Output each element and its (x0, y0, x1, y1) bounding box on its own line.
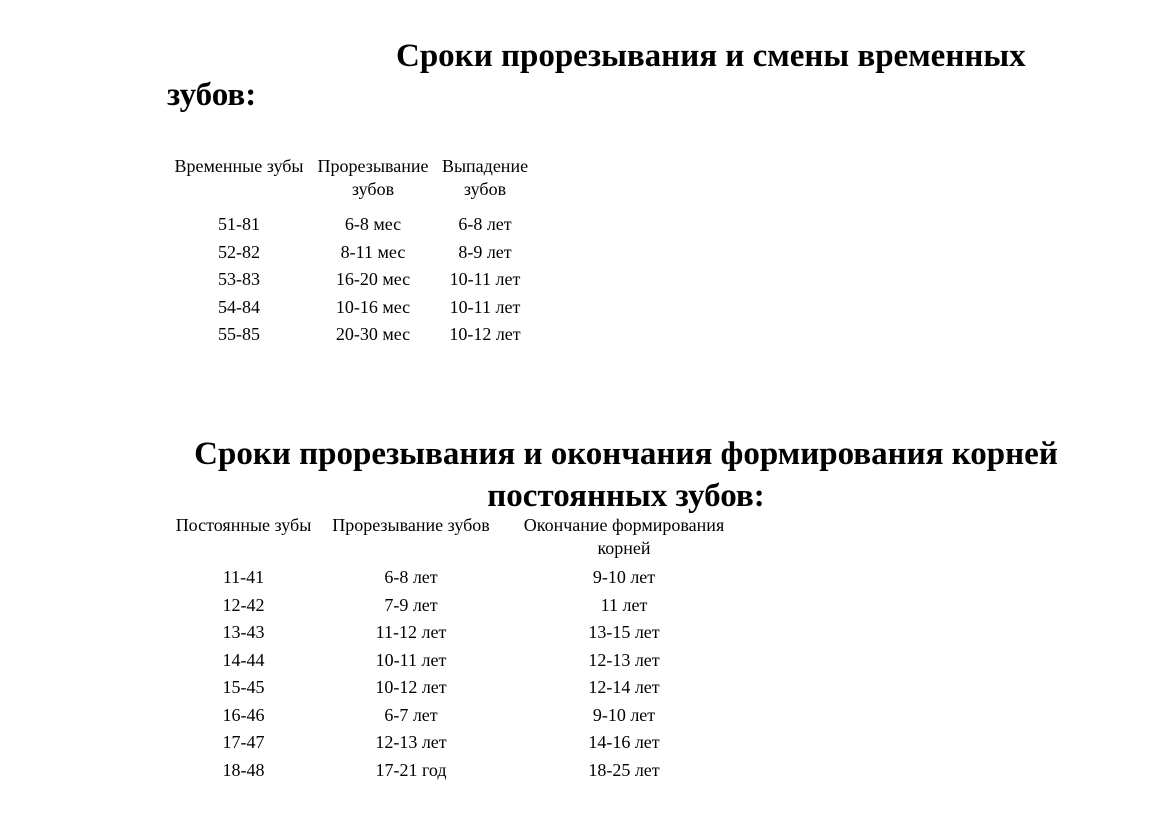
table-row (167, 647, 746, 675)
table-row (167, 674, 746, 702)
table-row (167, 294, 535, 322)
cell-root-formation: 9-10 лет (592, 704, 656, 725)
header-loss: Выпадение зубов (441, 156, 529, 199)
table-row (167, 619, 746, 647)
cell-root-formation: 11 лет (600, 594, 648, 615)
permanent-teeth-rows (167, 564, 746, 784)
cell-eruption: 8-11 мес (340, 241, 406, 262)
table-row (167, 321, 535, 349)
cell-teeth: 18-48 (222, 759, 265, 780)
cell-loss: 10-11 лет (449, 296, 521, 317)
cell-eruption: 11-12 лет (375, 622, 447, 643)
cell-teeth: 17-47 (222, 732, 265, 753)
cell-teeth: 14-44 (222, 649, 265, 670)
cell-eruption: 10-12 лет (375, 677, 447, 698)
cell-eruption: 10-11 лет (375, 649, 447, 670)
cell-root-formation: 14-16 лет (588, 732, 660, 753)
table-row (167, 211, 535, 239)
section1-title-line2: зубов: (167, 77, 257, 113)
cell-eruption: 12-13 лет (375, 732, 447, 753)
cell-eruption: 6-8 лет (384, 567, 438, 588)
cell-root-formation: 12-13 лет (588, 649, 660, 670)
cell-eruption: 16-20 мес (335, 269, 411, 290)
cell-root-formation: 13-15 лет (588, 622, 660, 643)
cell-eruption: 6-7 лет (384, 704, 438, 725)
table-row (167, 266, 535, 294)
temporary-teeth-table (167, 155, 535, 349)
cell-loss: 10-11 лет (449, 269, 521, 290)
cell-loss: 10-12 лет (449, 324, 521, 345)
cell-loss: 8-9 лет (458, 241, 512, 262)
cell-teeth: 54-84 (218, 296, 260, 317)
cell-loss: 6-8 лет (458, 214, 512, 235)
cell-teeth: 53-83 (218, 269, 260, 290)
cell-root-formation: 12-14 лет (588, 677, 660, 698)
cell-root-formation: 18-25 лет (588, 759, 660, 780)
table-row (167, 564, 746, 592)
cell-teeth: 52-82 (218, 241, 260, 262)
temporary-teeth-rows (167, 211, 535, 349)
cell-eruption: 10-16 мес (335, 296, 411, 317)
cell-eruption: 20-30 мес (335, 324, 411, 345)
cell-root-formation: 9-10 лет (592, 567, 656, 588)
table-row (167, 239, 535, 267)
header-temporary-teeth: Временные зубы (174, 156, 304, 176)
cell-teeth: 11-41 (222, 567, 265, 588)
cell-teeth: 55-85 (218, 324, 260, 345)
table-row (167, 729, 746, 757)
header-eruption: Прорезывание зубов (317, 156, 429, 199)
cell-eruption: 6-8 мес (344, 214, 402, 235)
table-header-row (167, 514, 746, 564)
cell-eruption: 7-9 лет (384, 594, 438, 615)
table-header-row (167, 155, 535, 211)
table-row (167, 592, 746, 620)
table-row (167, 702, 746, 730)
cell-teeth: 15-45 (222, 677, 265, 698)
cell-teeth: 51-81 (218, 214, 260, 235)
cell-teeth: 13-43 (222, 622, 265, 643)
cell-teeth: 16-46 (222, 704, 265, 725)
section2-title: Сроки прорезывания и окончания формирования корней постоянных зубов: (194, 436, 1058, 514)
header-root-formation: Окончание формирования корней (523, 515, 725, 558)
cell-eruption: 17-21 год (375, 759, 447, 780)
section1-title-line1: Сроки прорезывания и смены временных (396, 38, 1026, 74)
permanent-teeth-table (167, 514, 746, 784)
header-permanent-teeth: Постоянные зубы (175, 515, 312, 535)
table-row (167, 757, 746, 785)
cell-teeth: 12-42 (222, 594, 265, 615)
header-eruption: Прорезывание зубов (332, 515, 490, 535)
